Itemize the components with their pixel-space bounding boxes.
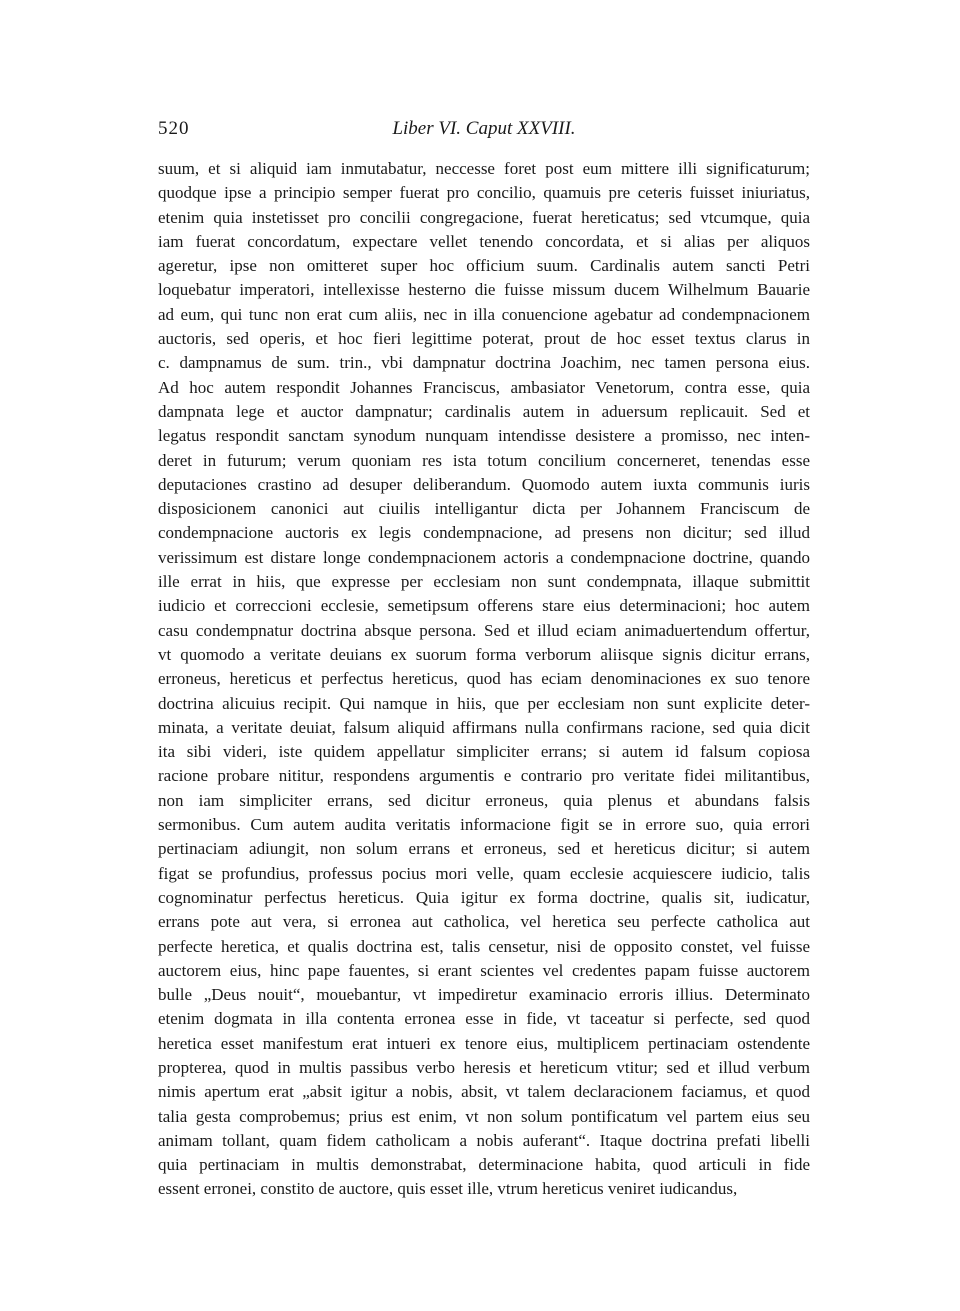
text-line: ille errat in hiis, que expresse per ecclesiam non sunt condempnata, illaque submittit bbox=[158, 572, 810, 592]
text-line: heretica esset manifestum erat intueri ex tenore eius, multiplicem pertinaciam ostendente bbox=[158, 1033, 810, 1053]
text-line: quia pertinaciam in multis demonstrabat, determinacione habita, quod articuli in fide bbox=[158, 1155, 810, 1175]
text-line: essent erronei, constito de auctore, quis esset ille, vtrum hereticus veniret iudicandus, bbox=[158, 1179, 738, 1199]
text-line: cognominatur perfectus hereticus. Quia igitur ex forma doctrine, qualis sit, iudicatur, bbox=[158, 887, 810, 907]
text-line: dampnata lege et auctor dampnatur; cardinalis autem in aduersum replicauit. Sed et bbox=[158, 401, 810, 421]
text-line: etenim quia instetisset pro concilii congregacione, fuerat hereticatus; sed vtcumque, quia bbox=[158, 207, 810, 227]
text-line: verissimum est distare longe condempnacionem actoris a condempnacione doctrine, quando bbox=[158, 547, 810, 567]
text-line: auctoris, sed operis, et hoc fieri legittime poterat, prout de hoc esset textus clarus in bbox=[158, 329, 810, 349]
page-header bbox=[158, 118, 810, 144]
text-line: pertinaciam adiungit, non solum errans et erroneus, sed et hereticus dicitur; si autem bbox=[158, 839, 810, 859]
text-line: auctorem eius, hinc pape fauentes, si erant scientes vel credentes papam fuisse auctorem bbox=[158, 960, 810, 980]
text-line: racione probare nititur, respondens argumentis e contrario pro veritate fidei militantibus, bbox=[158, 766, 810, 786]
body-text bbox=[158, 157, 810, 1202]
text-line: doctrina alicuius recipit. Qui namque in hiis, que per ecclesiam non sunt explicite deter- bbox=[158, 693, 810, 713]
text-line: disposicionem canonici aut ciuilis intelligantur dicta per Johannem Franciscum de bbox=[158, 499, 810, 519]
text-line: bulle „Deus nouit“, mouebantur, vt impediretur examinacio erroris illius. Determinato bbox=[158, 985, 810, 1005]
text-line: suum, et si aliquid iam inmutabatur, neccesse foret post eum mittere illi significaturum; bbox=[158, 159, 810, 178]
text-line: loquebatur imperatori, intellexisse hesterno die fuisse missum ducem Wilhelmum Bauarie bbox=[158, 280, 810, 300]
text-line: etenim dogmata in illa contenta erronea esse in fide, vt taceatur si perfecte, sed quod bbox=[158, 1009, 810, 1029]
text-line: non iam simpliciter errans, sed dicitur erroneus, quia plenus et abundans falsis bbox=[158, 790, 810, 810]
text-line: erroneus, hereticus et perfectus hereticus, quod has eciam denominaciones ex suo tenore bbox=[158, 669, 810, 689]
page-number: 520 bbox=[158, 118, 190, 139]
text-line: legatus respondit sanctam synodum nunquam intendisse desistere a promisso, nec inten- bbox=[158, 426, 810, 446]
text-line: animam tollant, quam fidem catholicam a nobis auferant“. Itaque doctrina prefati libelli bbox=[158, 1130, 810, 1150]
text-line: casu condempnatur doctrina absque persona. Sed et illud eciam animaduertendum offertur, bbox=[158, 620, 810, 640]
text-line: condempnacione auctoris ex legis condempnacione, ad presens non dicitur; sed illud bbox=[158, 523, 810, 543]
text-line: perfecte heretica, et qualis doctrina est, talis censetur, nisi de opposito constet, vel fuisse bbox=[158, 936, 810, 956]
text-line: iam fuerat concordatum, expectare vellet tenendo concordata, et si alias per aliquos bbox=[158, 231, 810, 251]
text-line: ageretur, ipse non omitteret super hoc officium suum. Cardinalis autem sancti Petri bbox=[158, 256, 810, 276]
text-line: vt quomodo a veritate deuians ex suorum forma verborum aliisque signis dicitur errans, bbox=[158, 644, 810, 664]
text-line: iudicio et correccioni ecclesie, semetipsum offerens stare eius determinacioni; hoc autem bbox=[158, 596, 810, 616]
text-line: nimis apertum erat „absit igitur a nobis, absit, vt talem declaracionem faciamus, et quod bbox=[158, 1082, 810, 1102]
text-line: quodque ipse a principio semper fuerat pro concilio, quamuis pre ceteris fuisset iniuriatus, bbox=[158, 183, 810, 203]
text-line: propterea, quod in multis passibus verbo heresis et hereticum vtitur; sed et illud verbum bbox=[158, 1057, 810, 1077]
text-line: ita sibi videri, iste quidem appellatur simpliciter errans; si autem id falsum copiosa bbox=[158, 742, 810, 762]
text-line: deret in futurum; verum quoniam res ista totum concilium concerneret, tenendas esse bbox=[158, 450, 810, 470]
text-line: deputaciones crastino ad desuper deliberandum. Quomodo autem iuxta communis iuris bbox=[158, 474, 810, 494]
running-title: Liber VI. Caput XXVIII. bbox=[392, 118, 576, 139]
text-line: ad eum, qui tunc non erat cum aliis, nec in illa conuencione agebatur ad condempnacionem bbox=[158, 304, 810, 324]
text-line: c. dampnamus de sum. trin., vbi dampnatur doctrina Joachim, nec tamen persona eius. bbox=[158, 353, 810, 373]
text-line: errans pote aut vera, si erronea aut catholica, vel heretica seu perfecte catholica aut bbox=[158, 912, 810, 932]
text-line: Ad hoc autem respondit Johannes Franciscus, ambasiator Venetorum, contra esse, quia bbox=[158, 377, 810, 397]
text-line: talia gesta comprobemus; prius est enim, vt non solum pontificatum vel partem eius seu bbox=[158, 1106, 810, 1126]
text-line: minata, a veritate deuiat, falsum aliquid affirmans nulla confirmans racione, sed quia dicit bbox=[158, 717, 810, 737]
text-line: sermonibus. Cum autem audita veritatis informacione figit se in errore suo, quia errori bbox=[158, 815, 810, 835]
text-line: figat se profundius, professus pocius mori velle, quam ecclesie acquiescere iudicio, talis bbox=[158, 863, 810, 883]
